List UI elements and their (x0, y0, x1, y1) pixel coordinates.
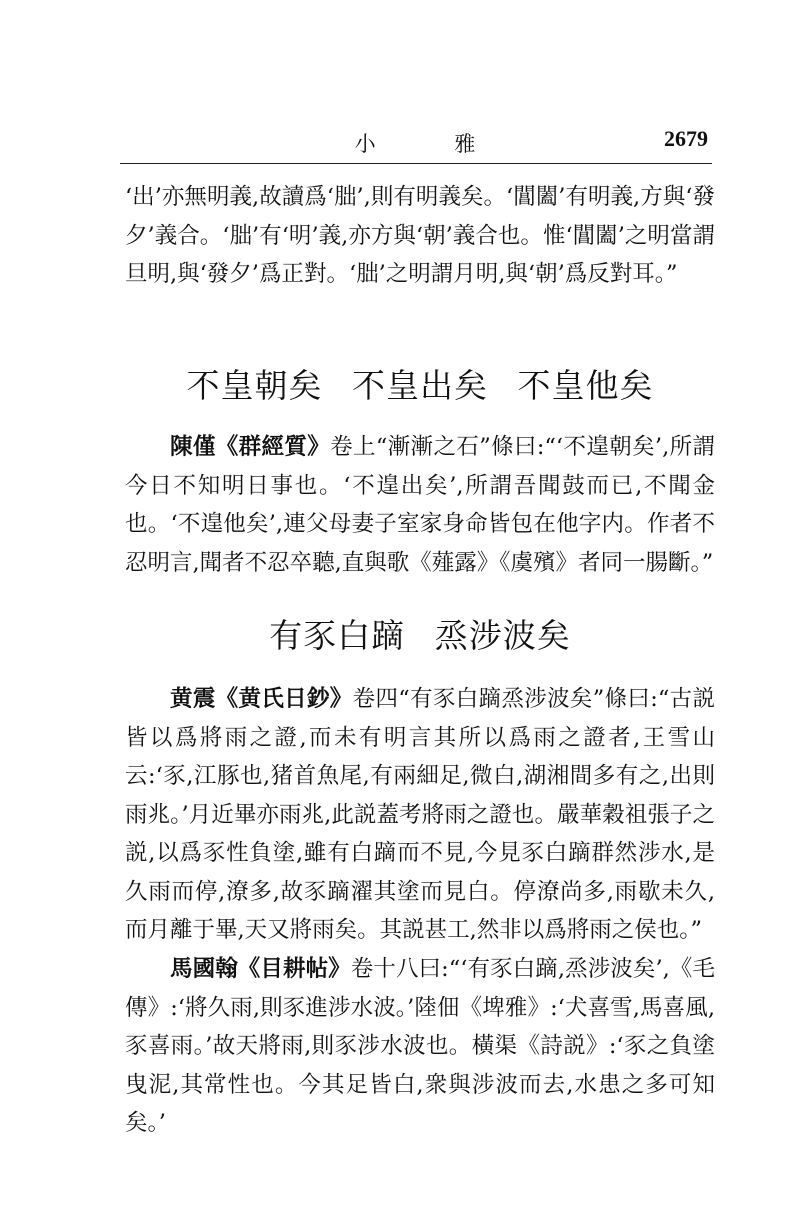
source-citation: 馬國翰《目耕帖》 (170, 956, 351, 982)
paragraph-ma-guohan (125, 950, 715, 1143)
section-heading: 不皇朝矣 不皇出矣 不皇他矣 (186, 366, 654, 405)
paragraph-huang-zhen (125, 680, 715, 950)
source-citation: 陳僅《群經質》 (170, 434, 331, 460)
paragraph-text: 卷四“有豕白蹢烝涉波矣”條曰:“古説皆以爲將雨之證,而未有明言其所以爲雨之證者,王雪山云:‘豕,江豚也,猪首魚尾,有兩細足,微白,湖湘間多有之,出則雨兆。’月近畢亦雨兆,此説蓋考將雨之證也。嚴華穀祖張子之説,以爲豕性負塗,雖有白蹢而不見,今見豕白蹢群然涉水,是久雨而停,潦多,故豕蹢濯其塗而見白。停潦尚多,雨歇未久,而月離于畢,天又將雨矣。其説甚工,然非以爲將雨之侯也。” (125, 686, 715, 943)
page-number: 2679 (664, 126, 708, 151)
paragraph-continuation (125, 178, 715, 294)
source-citation: 黄震《黄氏日鈔》 (170, 686, 353, 712)
paragraph-text: ‘出’亦無明義,故讀爲‘朏’,則有明義矣。‘閶闔’有明義,方與‘發夕’義合。‘朏’有‘明’義,亦方與‘朝’義合也。惟‘閶闔’之明當謂旦明,與‘發夕’爲正對。‘朏’之明謂月明,與‘朝’爲反對耳。” (125, 184, 715, 287)
section-heading: 有豕白蹢 烝涉波矣 (269, 616, 571, 655)
paragraph-text: 卷十八曰:“‘有豕白蹢,烝涉波矣’,《毛傳》:‘將久雨,則豕進涉水波。’陸佃《埤雅》:‘犬喜雪,馬喜風,豕喜雨。’故天將雨,則豕涉水波也。橫渠《詩説》:‘豕之負塗曳泥,其常性也。今其足皆白,衆與涉波而去,水患之多可知矣。’ (125, 956, 715, 1136)
page-header (120, 122, 710, 162)
running-title: 小 雅 (354, 132, 512, 156)
paragraph-text: 卷上“漸漸之石”條曰:“‘不遑朝矣’,所謂今日不知明日事也。‘不遑出矣’,所謂吾聞鼓而已,不聞金也。‘不遑他矣’,連父母妻子室家身命皆包在他字内。作者不忍明言,聞者不忍卒聽,直與歌《薤露》《虞殯》者同一腸斷。” (125, 434, 715, 576)
header-rule (120, 163, 712, 164)
paragraph-chen-jin (125, 428, 715, 582)
